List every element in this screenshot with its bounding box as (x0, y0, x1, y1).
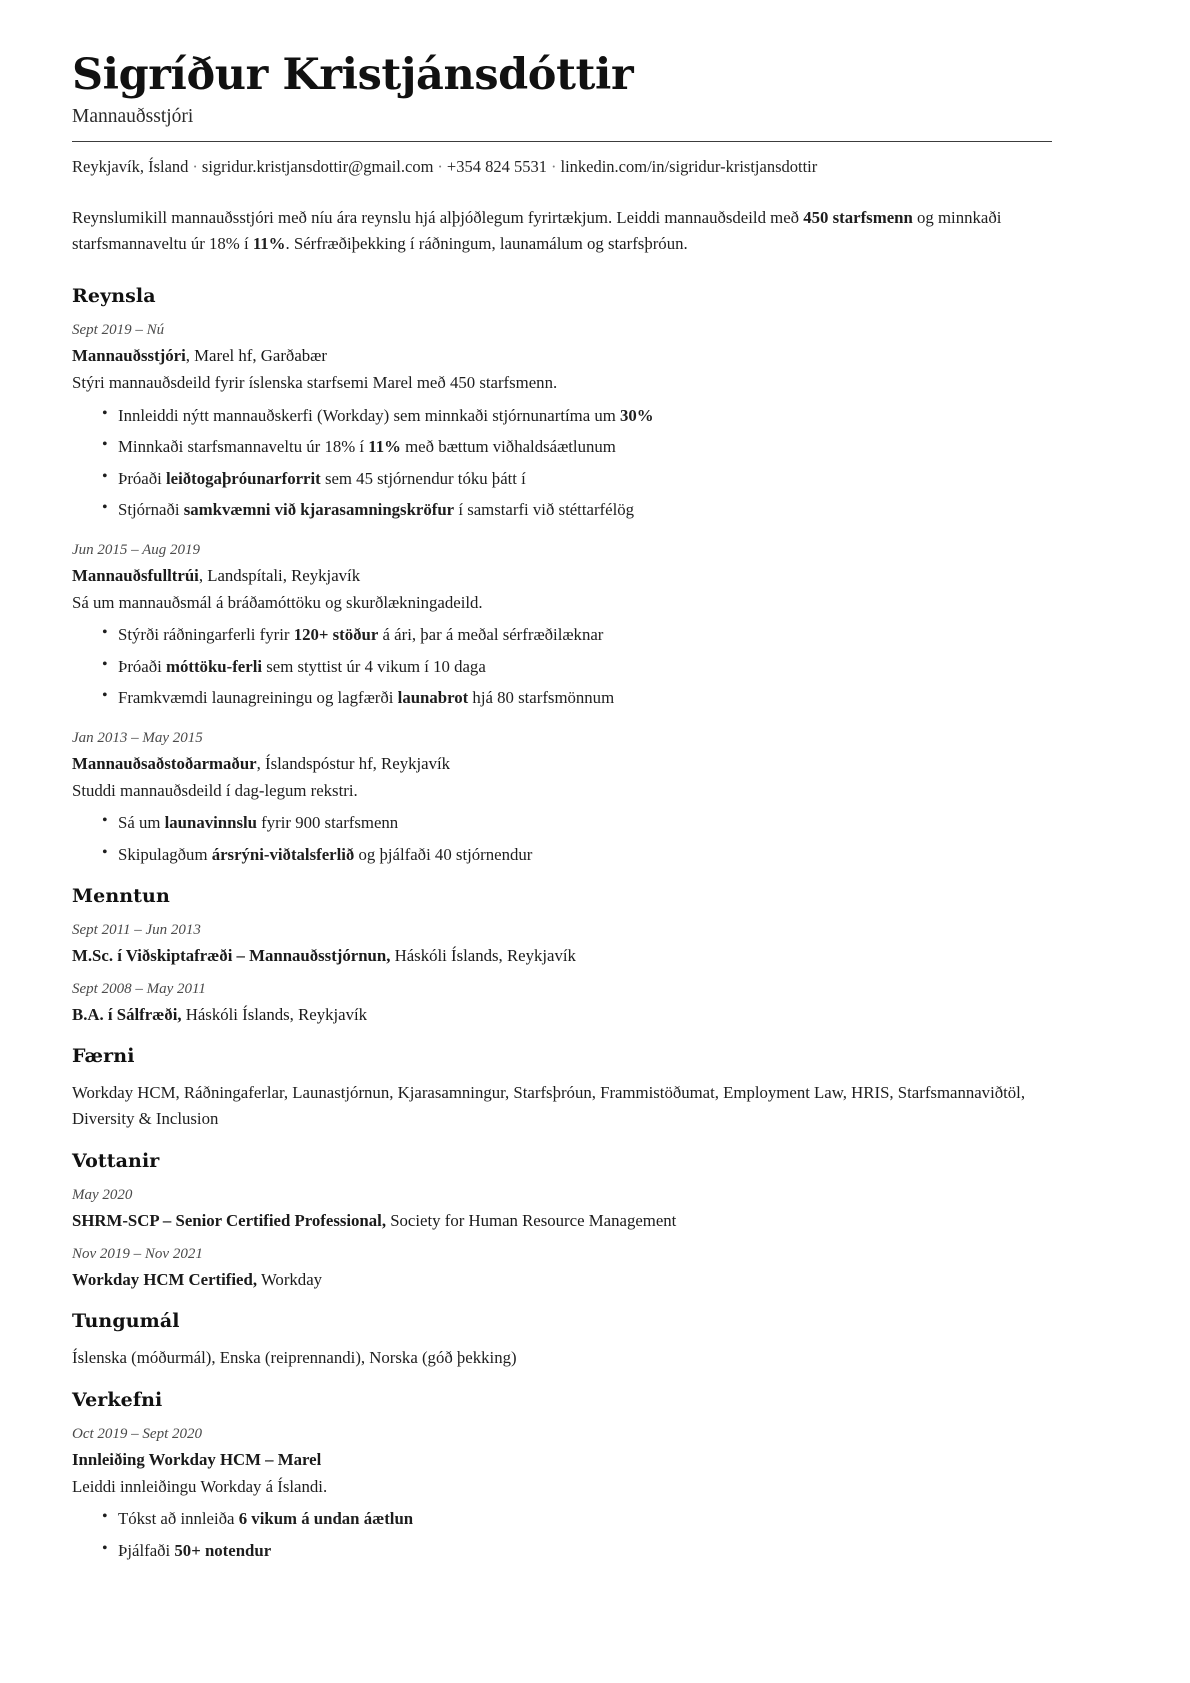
bullet-post: sem 45 stjórnendur tóku þátt í (320, 468, 526, 488)
bullet-item (102, 810, 1052, 836)
bullet-bold: 50+ notendur (174, 1541, 272, 1561)
certification-issuer: Society for Human Resource Management (386, 1211, 677, 1231)
bullet-pre: Tókst að innleiða (118, 1509, 239, 1529)
contact-separator-1: · (192, 156, 198, 176)
entry-description: Stýri mannauðsdeild fyrir íslenska starfsemi Marel með 450 starfsmenn. (72, 373, 558, 393)
entry-company: , Landspítali, Reykjavík (198, 565, 361, 585)
section-experience (72, 285, 1052, 867)
entry-role: Mannauðsfulltrúi (72, 565, 199, 585)
entry-heading (72, 564, 1052, 588)
bullet-pre: Þróaði (118, 656, 167, 676)
bullet-pre: Framkvæmdi launagreiningu og lagfærði (118, 688, 398, 708)
bullet-item (102, 434, 1052, 460)
languages-text: Íslenska (móðurmál), Enska (reiprennandi), Norska (góð þekking) (72, 1347, 517, 1367)
entry-company: , Íslandspóstur hf, Reykjavík (256, 753, 451, 773)
section-title-certifications: Vottanir (72, 1150, 160, 1173)
entry-role: Mannauðsaðstoðarmaður (72, 753, 257, 773)
entry-date: Sept 2008 – May 2011 (72, 980, 206, 997)
bullet-post: og þjálfaði 40 stjórnendur (354, 844, 533, 864)
entry-institution: Háskóli Íslands, Reykjavík (181, 1004, 368, 1024)
entry-bullet-list (72, 403, 1052, 523)
entry-description: Studdi mannauðsdeild í dag-legum rekstri. (72, 781, 358, 801)
experience-entry (72, 320, 1052, 523)
certification-entry (72, 1244, 1052, 1292)
bullet-post: í samstarfi við stéttarfélög (454, 500, 635, 520)
bullet-bold: samkvæmni við kjarasamningskröfur (183, 500, 455, 520)
certification-entry (72, 1185, 1052, 1233)
bullet-post: sem styttist úr 4 vikum í 10 daga (262, 656, 486, 676)
bullet-bold: launabrot (397, 688, 469, 708)
certification-name: Workday HCM Certified, (72, 1269, 258, 1289)
bullet-bold: 11% (368, 437, 401, 457)
summary-paragraph (72, 205, 1052, 257)
entry-date: May 2020 (72, 1187, 133, 1204)
bullet-item (102, 403, 1052, 429)
summary-text-3: . Sérfræðiþekking í ráðningum, launamálum og starfsþróun. (285, 233, 688, 253)
section-title-skills: Færni (72, 1045, 135, 1068)
entry-date: Sept 2011 – Jun 2013 (72, 922, 201, 939)
bullet-item (102, 622, 1052, 648)
bullet-pre: Sá um (118, 813, 165, 833)
summary-bold-2: 11% (252, 233, 286, 253)
experience-entry (72, 540, 1052, 711)
entry-heading (72, 752, 1052, 776)
entry-heading (72, 344, 1052, 368)
entry-bullet-list (72, 1506, 1052, 1563)
bullet-item (102, 1506, 1052, 1532)
bullet-pre: Minnkaði starfsmannaveltu úr 18% í (118, 437, 369, 457)
contact-linkedin[interactable]: linkedin.com/in/sigridur-kristjansdottir (560, 156, 818, 176)
entry-date: Nov 2019 – Nov 2021 (72, 1245, 203, 1262)
bullet-item (102, 842, 1052, 868)
summary-text-2: og minnkaði starfsmannaveltu úr 18% í (72, 207, 1002, 253)
bullet-bold: 30% (619, 405, 654, 425)
section-title-projects: Verkefni (72, 1388, 163, 1411)
bullet-item (102, 654, 1052, 680)
bullet-bold: ársrýni-viðtalsferlið (211, 844, 355, 864)
entry-heading (72, 1448, 1052, 1472)
section-title-education: Menntun (72, 885, 170, 908)
contact-separator-2: · (437, 156, 443, 176)
section-title-experience: Reynsla (72, 285, 156, 308)
bullet-pre: Stýrði ráðningarferli fyrir (118, 625, 294, 645)
section-projects (72, 1389, 1052, 1564)
entry-heading (72, 1003, 1052, 1027)
certification-name: SHRM-SCP – Senior Certified Professional, (72, 1211, 387, 1231)
experience-entry (72, 728, 1052, 868)
bullet-bold: launavinnslu (164, 813, 257, 833)
entry-description: Leiddi innleiðingu Workday á Íslandi. (72, 1477, 328, 1497)
bullet-bold: leiðtogaþróunarforrit (166, 468, 321, 488)
resume-header (72, 52, 1052, 179)
contact-separator-3: · (550, 156, 557, 176)
section-skills (72, 1045, 1052, 1132)
bullet-bold: 6 vikum á undan áætlun (238, 1509, 414, 1529)
section-education (72, 885, 1052, 1027)
bullet-item (102, 466, 1052, 492)
section-title-languages: Tungumál (72, 1309, 180, 1332)
skills-text: Workday HCM, Ráðningaferlar, Launastjórnun, Kjarasamningur, Starfsþróun, Frammistöðumat, Employment Law, HRIS, Starfsmannaviðtöl, Diversity & Inclusion (72, 1083, 1026, 1129)
contact-location: Reykjavík, Ísland (72, 156, 189, 176)
entry-institution: Háskóli Íslands, Reykjavík (390, 946, 576, 966)
bullet-post: á ári, þar á meðal sérfræðilæknar (378, 625, 604, 645)
bullet-post: hjá 80 starfsmönnum (468, 688, 615, 708)
entry-date: Jan 2013 – May 2015 (72, 729, 203, 746)
bullet-bold: 120+ stöður (293, 625, 379, 645)
project-name: Innleiðing Workday HCM – Marel (72, 1449, 322, 1469)
bullet-item (102, 1538, 1052, 1564)
summary-bold-1: 450 starfsmenn (803, 207, 913, 227)
bullet-pre: Þjálfaði (118, 1541, 175, 1561)
entry-degree: M.Sc. í Viðskiptafræði – Mannauðsstjórnun, (72, 946, 391, 966)
entry-company: , Marel hf, Garðabær (185, 346, 327, 366)
bullet-item (102, 497, 1052, 523)
entry-heading (72, 944, 1052, 968)
education-entry (72, 979, 1052, 1027)
entry-role: Mannauðsstjóri (72, 346, 186, 366)
summary-text-1: Reynslumikill mannauðsstjóri með níu ára reynslu hjá alþjóðlegum fyrirtækjum. Leiddi mannauðsdeild með (72, 207, 804, 227)
entry-date: Jun 2015 – Aug 2019 (72, 541, 201, 558)
entry-heading (72, 1268, 1052, 1292)
contact-phone[interactable]: +354 824 5531 (446, 156, 547, 176)
header-divider (72, 141, 1052, 142)
education-entry (72, 920, 1052, 968)
bullet-post: fyrir 900 starfsmenn (256, 813, 399, 833)
bullet-pre: Innleiddi nýtt mannauðskerfi (Workday) sem minnkaði stjórnunartíma um (118, 405, 620, 425)
section-certifications (72, 1150, 1052, 1292)
candidate-name: Sigríður Kristjánsdóttir (72, 50, 634, 100)
bullet-pre: Stjórnaði (118, 500, 184, 520)
entry-description: Sá um mannauðsmál á bráðamóttöku og skurðlækningadeild. (72, 593, 483, 613)
certification-issuer: Workday (257, 1269, 323, 1289)
project-entry (72, 1424, 1052, 1564)
bullet-item (102, 685, 1052, 711)
bullet-bold: móttöku-ferli (166, 656, 263, 676)
contact-line (72, 155, 1052, 179)
entry-date: Sept 2019 – Nú (72, 322, 165, 339)
contact-email[interactable]: sigridur.kristjansdottir@gmail.com (201, 156, 434, 176)
entry-heading (72, 1209, 1052, 1233)
entry-degree: B.A. í Sálfræði, (72, 1004, 182, 1024)
bullet-pre: Þróaði (118, 468, 167, 488)
entry-date: Oct 2019 – Sept 2020 (72, 1425, 202, 1442)
bullet-pre: Skipulagðum (118, 844, 212, 864)
entry-bullet-list (72, 810, 1052, 867)
entry-bullet-list (72, 622, 1052, 711)
section-languages (72, 1310, 1052, 1371)
candidate-headline: Mannauðsstjóri (72, 106, 194, 128)
bullet-post: með bættum viðhaldsáætlunum (400, 437, 616, 457)
